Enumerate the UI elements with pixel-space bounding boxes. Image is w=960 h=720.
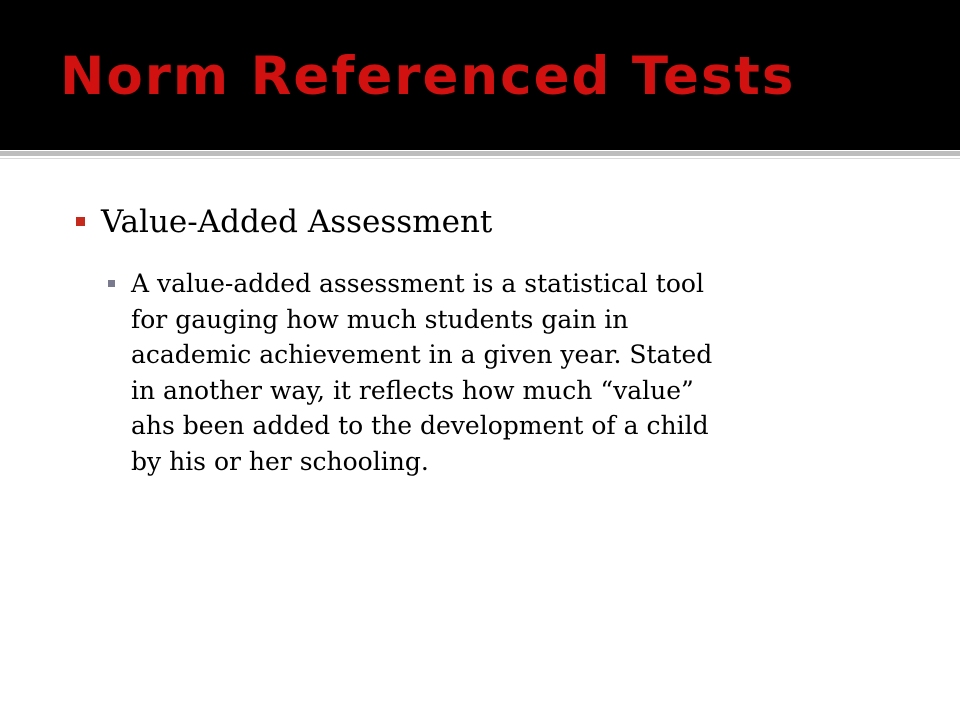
sub-bullet-line: in another way, it reflects how much “value” — [131, 375, 694, 405]
sub-bullet-line: ahs been added to the development of a child — [131, 411, 709, 440]
title-bar — [0, 0, 960, 150]
bullet-text: Value-Added Assessment — [101, 204, 493, 240]
title-divider — [0, 151, 960, 156]
sub-bullet-line: for gauging how much students gain in — [131, 304, 629, 334]
square-bullet-icon — [76, 217, 85, 226]
title-divider-thin — [0, 158, 960, 159]
sub-bullet-line: A value-added assessment is a statistical tool — [131, 269, 704, 298]
sub-bullet-text — [131, 266, 901, 479]
sub-bullet-line: academic achievement in a given year. Stated — [131, 340, 713, 369]
square-sub-bullet-icon — [108, 280, 115, 287]
slide-title: Norm Referenced Tests — [60, 46, 796, 107]
sub-bullet-line: by his or her schooling. — [131, 446, 429, 476]
